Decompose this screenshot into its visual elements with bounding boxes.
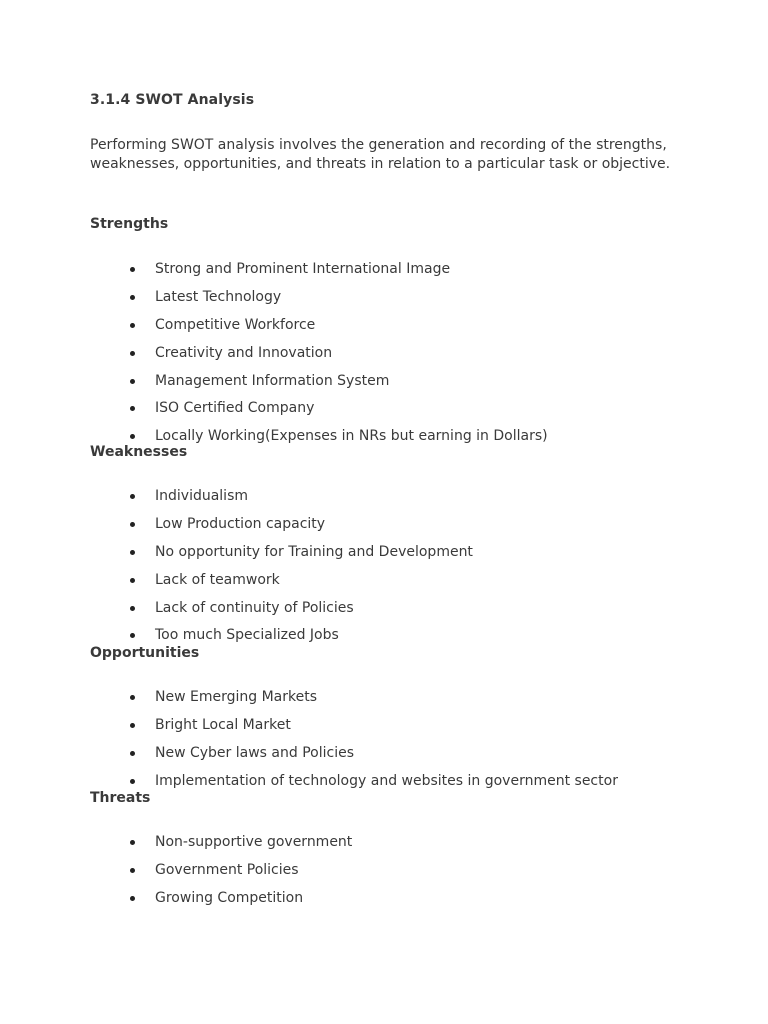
list-item-text: Implementation of technology and websites in government sector	[155, 772, 618, 789]
bullet-icon	[130, 896, 135, 901]
list-item-text: Locally Working(Expenses in NRs but earning in Dollars)	[155, 428, 548, 445]
bullet-icon	[130, 578, 135, 583]
list-item-text: ISO Certified Company	[155, 400, 315, 417]
list-item-text: Lack of teamwork	[155, 571, 280, 588]
bullet-icon	[130, 267, 135, 272]
bullet-icon	[130, 695, 135, 700]
list-item-text: Too much Specialized Jobs	[155, 627, 339, 644]
bullet-icon	[130, 550, 135, 555]
list-item-text: New Cyber laws and Policies	[155, 744, 354, 761]
bullet-icon	[130, 840, 135, 845]
list-item-text: Government Policies	[155, 861, 299, 878]
bullet-icon	[130, 779, 135, 784]
bullet-icon	[130, 295, 135, 300]
section-heading-threats: Threats	[90, 790, 151, 806]
list-item-text: Growing Competition	[155, 889, 304, 906]
section-heading-strengths: Strengths	[90, 216, 169, 232]
bullet-icon	[130, 522, 135, 527]
bullet-icon	[130, 723, 135, 728]
bullet-icon	[130, 351, 135, 356]
section-heading-weaknesses: Weaknesses	[90, 444, 188, 460]
list-item-text: Non-supportive government	[155, 834, 353, 850]
bullet-icon	[130, 633, 135, 638]
list-item-text: Creativity and Innovation	[155, 344, 333, 361]
bullet-icon	[130, 434, 135, 439]
list-item-text: No opportunity for Training and Development	[155, 543, 473, 560]
list-item-text: Low Production capacity	[155, 515, 326, 532]
bullet-icon	[130, 406, 135, 411]
bullet-icon	[130, 323, 135, 328]
list-item-text: Management Information System	[155, 372, 390, 389]
section-heading-opportunities: Opportunities	[90, 645, 200, 661]
bullet-icon	[130, 494, 135, 499]
list-item-text: Lack of continuity of Policies	[155, 599, 354, 616]
bullet-icon	[130, 606, 135, 611]
intro-paragraph: Performing SWOT analysis involves the generation and recording of the strengths, weaknesses, opportunities, and threats in relation to a particular task or objective.	[90, 137, 671, 172]
list-item-text: Individualism	[155, 488, 249, 504]
list-item-text: Strong and Prominent International Image	[155, 261, 451, 277]
bullet-icon	[130, 379, 135, 384]
bullet-icon	[130, 868, 135, 873]
list-item-text: Latest Technology	[155, 288, 282, 305]
document-title: 3.1.4 SWOT Analysis	[90, 92, 255, 108]
list-item-text: Bright Local Market	[155, 716, 291, 733]
list-item-text: Competitive Workforce	[155, 316, 316, 333]
bullet-icon	[130, 751, 135, 756]
list-item-text: New Emerging Markets	[155, 689, 317, 705]
